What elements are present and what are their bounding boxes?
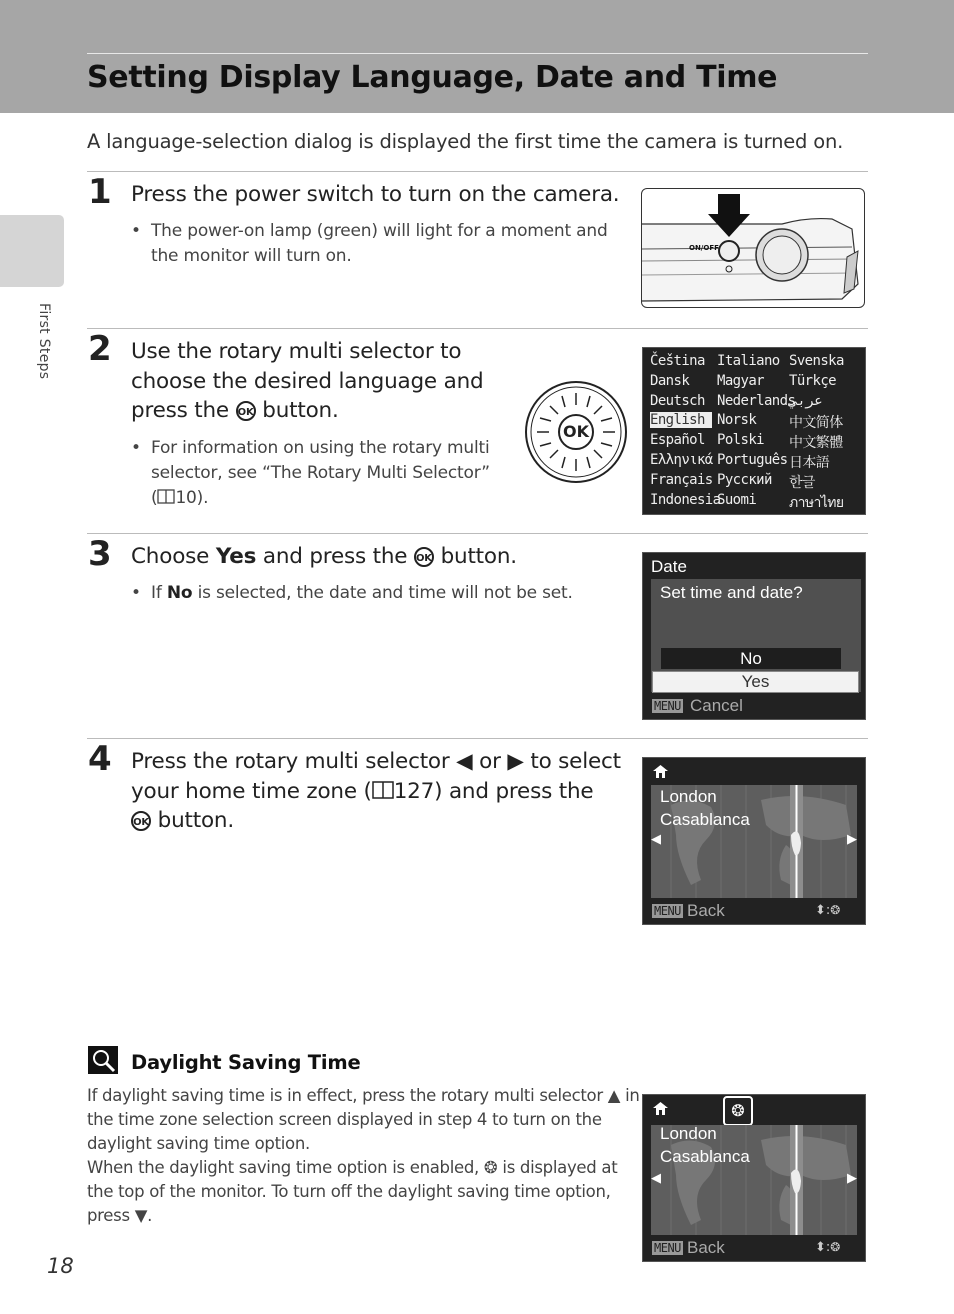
home-icon bbox=[652, 764, 669, 783]
heading-part: and press the bbox=[262, 544, 408, 569]
rotary-multi-selector-icon bbox=[524, 380, 628, 484]
step-1-heading: Press the power switch to turn on the camera. bbox=[131, 182, 620, 207]
tip-line-5: the top of the monitor. To turn off the daylight saving time option, bbox=[87, 1182, 611, 1201]
book-reference-icon bbox=[157, 488, 175, 505]
triangle-left-icon: ◀ bbox=[456, 749, 473, 774]
bullet-text-line2: selector, see “The Rotary Multi Selector” bbox=[151, 463, 490, 483]
language-option[interactable]: Nederlands bbox=[717, 392, 796, 409]
language-option[interactable]: Indonesia bbox=[650, 491, 721, 508]
heading-line2: choose the desired language and bbox=[131, 368, 484, 394]
tip-text: in bbox=[625, 1086, 640, 1105]
language-option[interactable]: Ελληνικά bbox=[650, 452, 713, 468]
menu-icon: MENU bbox=[654, 699, 681, 713]
bullet-text-line1: For information on using the rotary multi bbox=[151, 438, 490, 458]
book-reference-icon bbox=[372, 779, 394, 800]
language-option[interactable]: ภาษาไทย bbox=[789, 494, 844, 511]
step-3-heading bbox=[131, 542, 517, 572]
divider bbox=[87, 533, 868, 534]
tip-text: is displayed at bbox=[502, 1158, 618, 1177]
language-option[interactable]: Suomi bbox=[717, 491, 757, 508]
ok-button-icon: OK bbox=[131, 811, 151, 831]
tip-text: press bbox=[87, 1206, 130, 1225]
city-casablanca: Casablanca bbox=[660, 1147, 750, 1166]
ok-button-icon: OK bbox=[414, 547, 434, 567]
tip-line-4 bbox=[87, 1158, 617, 1177]
language-option[interactable]: 中文繁體 bbox=[789, 435, 843, 452]
bullet-dot: • bbox=[131, 221, 141, 241]
arrow-right-icon[interactable]: ▶ bbox=[847, 1171, 857, 1186]
language-option[interactable]: Русский bbox=[717, 471, 772, 488]
page-title: Setting Display Language, Date and Time bbox=[87, 60, 778, 95]
dst-icon: ❂ bbox=[483, 1158, 498, 1177]
heading-yes: Yes bbox=[215, 544, 257, 569]
side-tab bbox=[0, 215, 64, 287]
heading-part: 127) and press the bbox=[393, 778, 594, 804]
language-option[interactable]: 한글 bbox=[789, 474, 815, 491]
header-rule bbox=[87, 53, 868, 54]
updown-dst-icon: ⬍:❂ bbox=[815, 903, 841, 918]
step-2-bullet bbox=[131, 436, 511, 514]
step-3-bullet bbox=[131, 581, 611, 607]
language-option[interactable]: Dansk bbox=[650, 372, 690, 389]
language-screen bbox=[642, 347, 866, 515]
language-option[interactable]: Magyar bbox=[717, 372, 764, 389]
divider bbox=[87, 171, 868, 172]
tip-line-3: daylight saving time option. bbox=[87, 1134, 310, 1153]
heading-line1: Use the rotary multi selector to bbox=[131, 339, 462, 364]
language-option[interactable]: Português bbox=[717, 452, 788, 468]
heading-part: Press the rotary multi selector bbox=[131, 749, 450, 774]
bullet-text-line3b: 10). bbox=[175, 488, 209, 508]
bullet-dot: • bbox=[131, 438, 141, 458]
dst-icon: ❂ bbox=[723, 1096, 753, 1126]
date-dialog-screen bbox=[642, 552, 866, 720]
language-option[interactable]: Polski bbox=[717, 432, 764, 449]
tip-line-6 bbox=[87, 1206, 152, 1225]
divider bbox=[87, 328, 868, 329]
step-1-bullet bbox=[131, 219, 611, 271]
language-option[interactable]: 中文简体 bbox=[789, 415, 843, 432]
language-option[interactable]: English bbox=[650, 412, 712, 428]
back-label: Back bbox=[687, 1238, 725, 1257]
triangle-right-icon: ▶ bbox=[507, 749, 524, 774]
step-4-heading bbox=[131, 747, 621, 836]
step-1-number: 1 bbox=[88, 172, 112, 212]
tip-text: If daylight saving time is in effect, press the rotary multi selector bbox=[87, 1086, 603, 1105]
language-option[interactable]: Français bbox=[650, 471, 713, 488]
tip-icon bbox=[88, 1046, 118, 1074]
tip-text: . bbox=[147, 1206, 153, 1225]
option-no[interactable]: No bbox=[661, 648, 841, 669]
language-option[interactable]: Español bbox=[650, 432, 705, 449]
language-option[interactable]: Norsk bbox=[717, 412, 757, 429]
camera-top-drawing bbox=[642, 189, 864, 307]
bullet-text-line3a: ( bbox=[151, 488, 158, 508]
heading-part: or bbox=[479, 749, 501, 774]
heading-line3a: press the bbox=[131, 398, 229, 423]
intro-text: A language-selection dialog is displayed the first time the camera is turned on. bbox=[87, 130, 844, 153]
divider bbox=[87, 738, 868, 739]
date-dialog-title: Date bbox=[651, 557, 687, 576]
triangle-up-icon: ▲ bbox=[607, 1086, 621, 1105]
tip-text: When the daylight saving time option is enabled, bbox=[87, 1158, 479, 1177]
step-3-number: 3 bbox=[88, 534, 112, 574]
arrow-left-icon[interactable]: ◀ bbox=[651, 832, 661, 847]
header-band bbox=[0, 0, 954, 113]
updown-dst-icon: ⬍:❂ bbox=[815, 1240, 841, 1255]
arrow-left-icon[interactable]: ◀ bbox=[651, 1171, 661, 1186]
bullet-text-line1: The power-on lamp (green) will light for a moment and bbox=[151, 221, 608, 241]
heading-part: to select bbox=[530, 749, 621, 774]
heading-part: Choose bbox=[131, 544, 210, 569]
bullet-dot: • bbox=[131, 583, 141, 603]
language-option[interactable]: Italiano bbox=[717, 353, 780, 369]
step-2-number: 2 bbox=[88, 329, 112, 369]
time-zone-screen bbox=[642, 757, 866, 925]
ok-label: OK bbox=[563, 422, 589, 441]
menu-icon: MENU bbox=[654, 904, 681, 918]
language-option[interactable]: Čeština bbox=[650, 353, 705, 369]
date-dialog-prompt: Set time and date? bbox=[660, 583, 803, 602]
side-tab-label: First Steps bbox=[36, 303, 52, 380]
city-london: London bbox=[660, 1124, 717, 1143]
language-option[interactable]: 日本語 bbox=[789, 455, 830, 471]
bullet-no: No bbox=[166, 583, 193, 603]
tip-line-2: the time zone selection screen displayed in step 4 to turn on the bbox=[87, 1110, 602, 1129]
arrow-right-icon[interactable]: ▶ bbox=[847, 832, 857, 847]
heading-part: button. bbox=[440, 544, 517, 569]
bullet-text-line2: the monitor will turn on. bbox=[151, 246, 352, 266]
cancel-label: Cancel bbox=[690, 696, 743, 715]
triangle-down-icon: ▼ bbox=[134, 1206, 148, 1225]
language-option[interactable]: عربي bbox=[789, 392, 823, 409]
step-2-heading bbox=[131, 337, 483, 426]
on-off-label: ON/OFF bbox=[689, 244, 719, 252]
back-label: Back bbox=[687, 901, 725, 920]
ok-button-icon: OK bbox=[236, 401, 256, 421]
tip-heading: Daylight Saving Time bbox=[131, 1051, 361, 1074]
home-icon bbox=[652, 1101, 669, 1120]
option-yes[interactable]: Yes bbox=[652, 671, 859, 693]
language-option[interactable]: Türkçe bbox=[789, 372, 836, 389]
heading-line3b: button. bbox=[262, 398, 339, 423]
language-option[interactable]: Svenska bbox=[789, 353, 844, 369]
tip-line-1 bbox=[87, 1086, 640, 1105]
time-zone-dst-screen bbox=[642, 1094, 866, 1262]
bullet-part: is selected, the date and time will not be set. bbox=[197, 583, 573, 603]
menu-icon: MENU bbox=[654, 1241, 681, 1255]
heading-part: button. bbox=[157, 808, 234, 833]
city-london: London bbox=[660, 787, 717, 806]
page-number: 18 bbox=[47, 1254, 74, 1278]
heading-part: your home time zone ( bbox=[131, 778, 372, 804]
step-4-number: 4 bbox=[88, 739, 112, 779]
city-casablanca: Casablanca bbox=[660, 810, 750, 829]
camera-top-illustration bbox=[641, 188, 865, 308]
language-option[interactable]: Deutsch bbox=[650, 392, 705, 409]
bullet-part: If bbox=[151, 583, 162, 603]
